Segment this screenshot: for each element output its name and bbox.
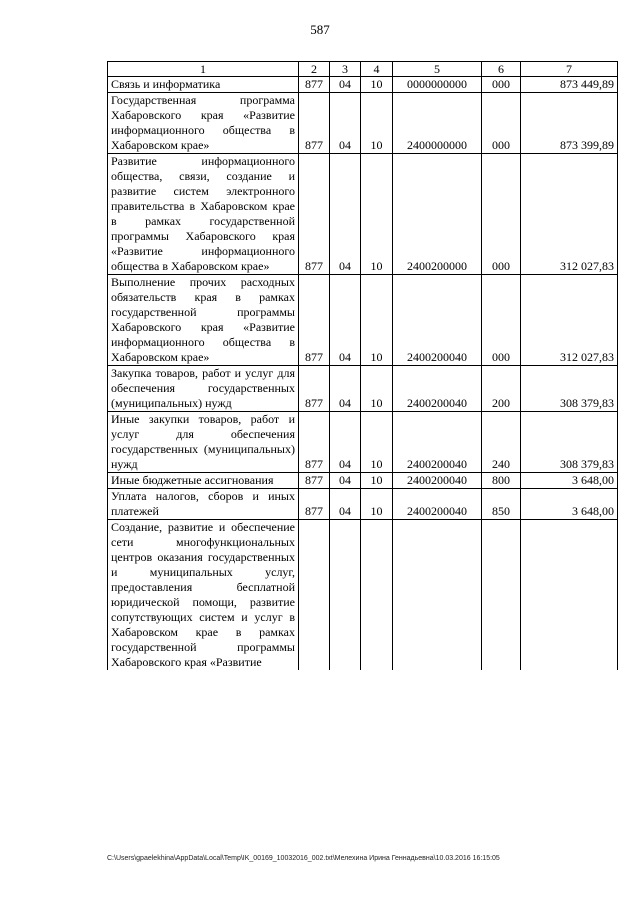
- budget-table: [107, 61, 618, 670]
- row-target-article-cell: 2400200040: [393, 489, 482, 520]
- row-expense-type-cell: 000: [482, 275, 521, 366]
- table-row: [108, 275, 618, 366]
- row-subsection-cell: 10: [361, 93, 393, 154]
- row-code-cell: 877: [299, 77, 330, 93]
- row-name-cell: Создание, развитие и обеспечение сети многофункциональных центров оказания государственных и муниципальных услуг, предоставления бесплатной юридической помощи, развитие сопутствующих систем и услуг в Хабаровском крае в рамках государственной программы Хабаровского края «Развитие: [108, 520, 299, 671]
- row-expense-type-cell: [482, 520, 521, 671]
- row-subsection-cell: 10: [361, 77, 393, 93]
- row-amount-cell: 873 399,89: [521, 93, 618, 154]
- row-subsection-cell: 10: [361, 275, 393, 366]
- row-section-cell: 04: [330, 275, 361, 366]
- row-section-cell: 04: [330, 473, 361, 489]
- row-expense-type-cell: 800: [482, 473, 521, 489]
- row-name-cell: Закупка товаров, работ и услуг для обеспечения государственных (муниципальных) нужд: [108, 366, 299, 412]
- header-cell: 6: [482, 62, 521, 77]
- header-cell: 1: [108, 62, 299, 77]
- row-section-cell: 04: [330, 366, 361, 412]
- row-code-cell: 877: [299, 412, 330, 473]
- row-subsection-cell: 10: [361, 412, 393, 473]
- row-expense-type-cell: 000: [482, 154, 521, 275]
- file-path-footer: C:\Users\gpaelekhina\AppData\Local\Temp\IK_00169_10032016_002.txt\Мелехина Ирина Геннадьевна\10.03.2016 16:15:05: [107, 855, 500, 862]
- row-name-cell: Выполнение прочих расходных обязательств края в рамках государственной программы Хабаровского края «Развитие информационного общества в Хабаровском крае»: [108, 275, 299, 366]
- row-subsection-cell: 10: [361, 366, 393, 412]
- header-cell: 3: [330, 62, 361, 77]
- row-code-cell: 877: [299, 473, 330, 489]
- row-name-cell: Государственная программа Хабаровского края «Развитие информационного общества в Хабаровском крае»: [108, 93, 299, 154]
- table-row: [108, 77, 618, 93]
- row-target-article-cell: 2400200040: [393, 275, 482, 366]
- row-amount-cell: 308 379,83: [521, 366, 618, 412]
- row-target-article-cell: 2400200040: [393, 412, 482, 473]
- row-subsection-cell: 10: [361, 473, 393, 489]
- row-amount-cell: [521, 520, 618, 671]
- row-code-cell: 877: [299, 154, 330, 275]
- page-number: 587: [310, 22, 330, 37]
- table-row: [108, 412, 618, 473]
- row-expense-type-cell: 000: [482, 77, 521, 93]
- row-name-cell: Иные бюджетные ассигнования: [108, 473, 299, 489]
- row-expense-type-cell: 240: [482, 412, 521, 473]
- row-subsection-cell: 10: [361, 154, 393, 275]
- row-amount-cell: 3 648,00: [521, 489, 618, 520]
- header-cell: 5: [393, 62, 482, 77]
- row-amount-cell: 312 027,83: [521, 275, 618, 366]
- row-amount-cell: 873 449,89: [521, 77, 618, 93]
- row-target-article-cell: [393, 520, 482, 671]
- row-name-cell: Иные закупки товаров, работ и услуг для обеспечения государственных (муниципальных) нужд: [108, 412, 299, 473]
- row-code-cell: [299, 520, 330, 671]
- row-section-cell: 04: [330, 93, 361, 154]
- row-target-article-cell: 2400200040: [393, 473, 482, 489]
- table-header-row: [108, 62, 618, 77]
- table-row: [108, 489, 618, 520]
- header-cell: 4: [361, 62, 393, 77]
- row-name-cell: Связь и информатика: [108, 77, 299, 93]
- row-expense-type-cell: 850: [482, 489, 521, 520]
- row-code-cell: 877: [299, 489, 330, 520]
- row-section-cell: 04: [330, 77, 361, 93]
- row-target-article-cell: 0000000000: [393, 77, 482, 93]
- row-section-cell: 04: [330, 154, 361, 275]
- row-subsection-cell: [361, 520, 393, 671]
- row-name-cell: Развитие информационного общества, связи, создание и развитие систем электронного правительства в Хабаровском крае в рамках государственной программы Хабаровского края «Развитие информационного общества в Хабаровском крае»: [108, 154, 299, 275]
- row-code-cell: 877: [299, 366, 330, 412]
- row-section-cell: 04: [330, 412, 361, 473]
- row-target-article-cell: 2400000000: [393, 93, 482, 154]
- row-expense-type-cell: 000: [482, 93, 521, 154]
- row-target-article-cell: 2400200040: [393, 366, 482, 412]
- row-expense-type-cell: 200: [482, 366, 521, 412]
- row-subsection-cell: 10: [361, 489, 393, 520]
- row-section-cell: [330, 520, 361, 671]
- table-row: [108, 520, 618, 671]
- row-amount-cell: 312 027,83: [521, 154, 618, 275]
- table-row: [108, 366, 618, 412]
- header-cell: 2: [299, 62, 330, 77]
- row-code-cell: 877: [299, 93, 330, 154]
- table-row: [108, 473, 618, 489]
- row-name-cell: Уплата налогов, сборов и иных платежей: [108, 489, 299, 520]
- table-row: [108, 154, 618, 275]
- header-cell: 7: [521, 62, 618, 77]
- row-amount-cell: 308 379,83: [521, 412, 618, 473]
- row-section-cell: 04: [330, 489, 361, 520]
- table-row: [108, 93, 618, 154]
- row-target-article-cell: 2400200000: [393, 154, 482, 275]
- row-code-cell: 877: [299, 275, 330, 366]
- row-amount-cell: 3 648,00: [521, 473, 618, 489]
